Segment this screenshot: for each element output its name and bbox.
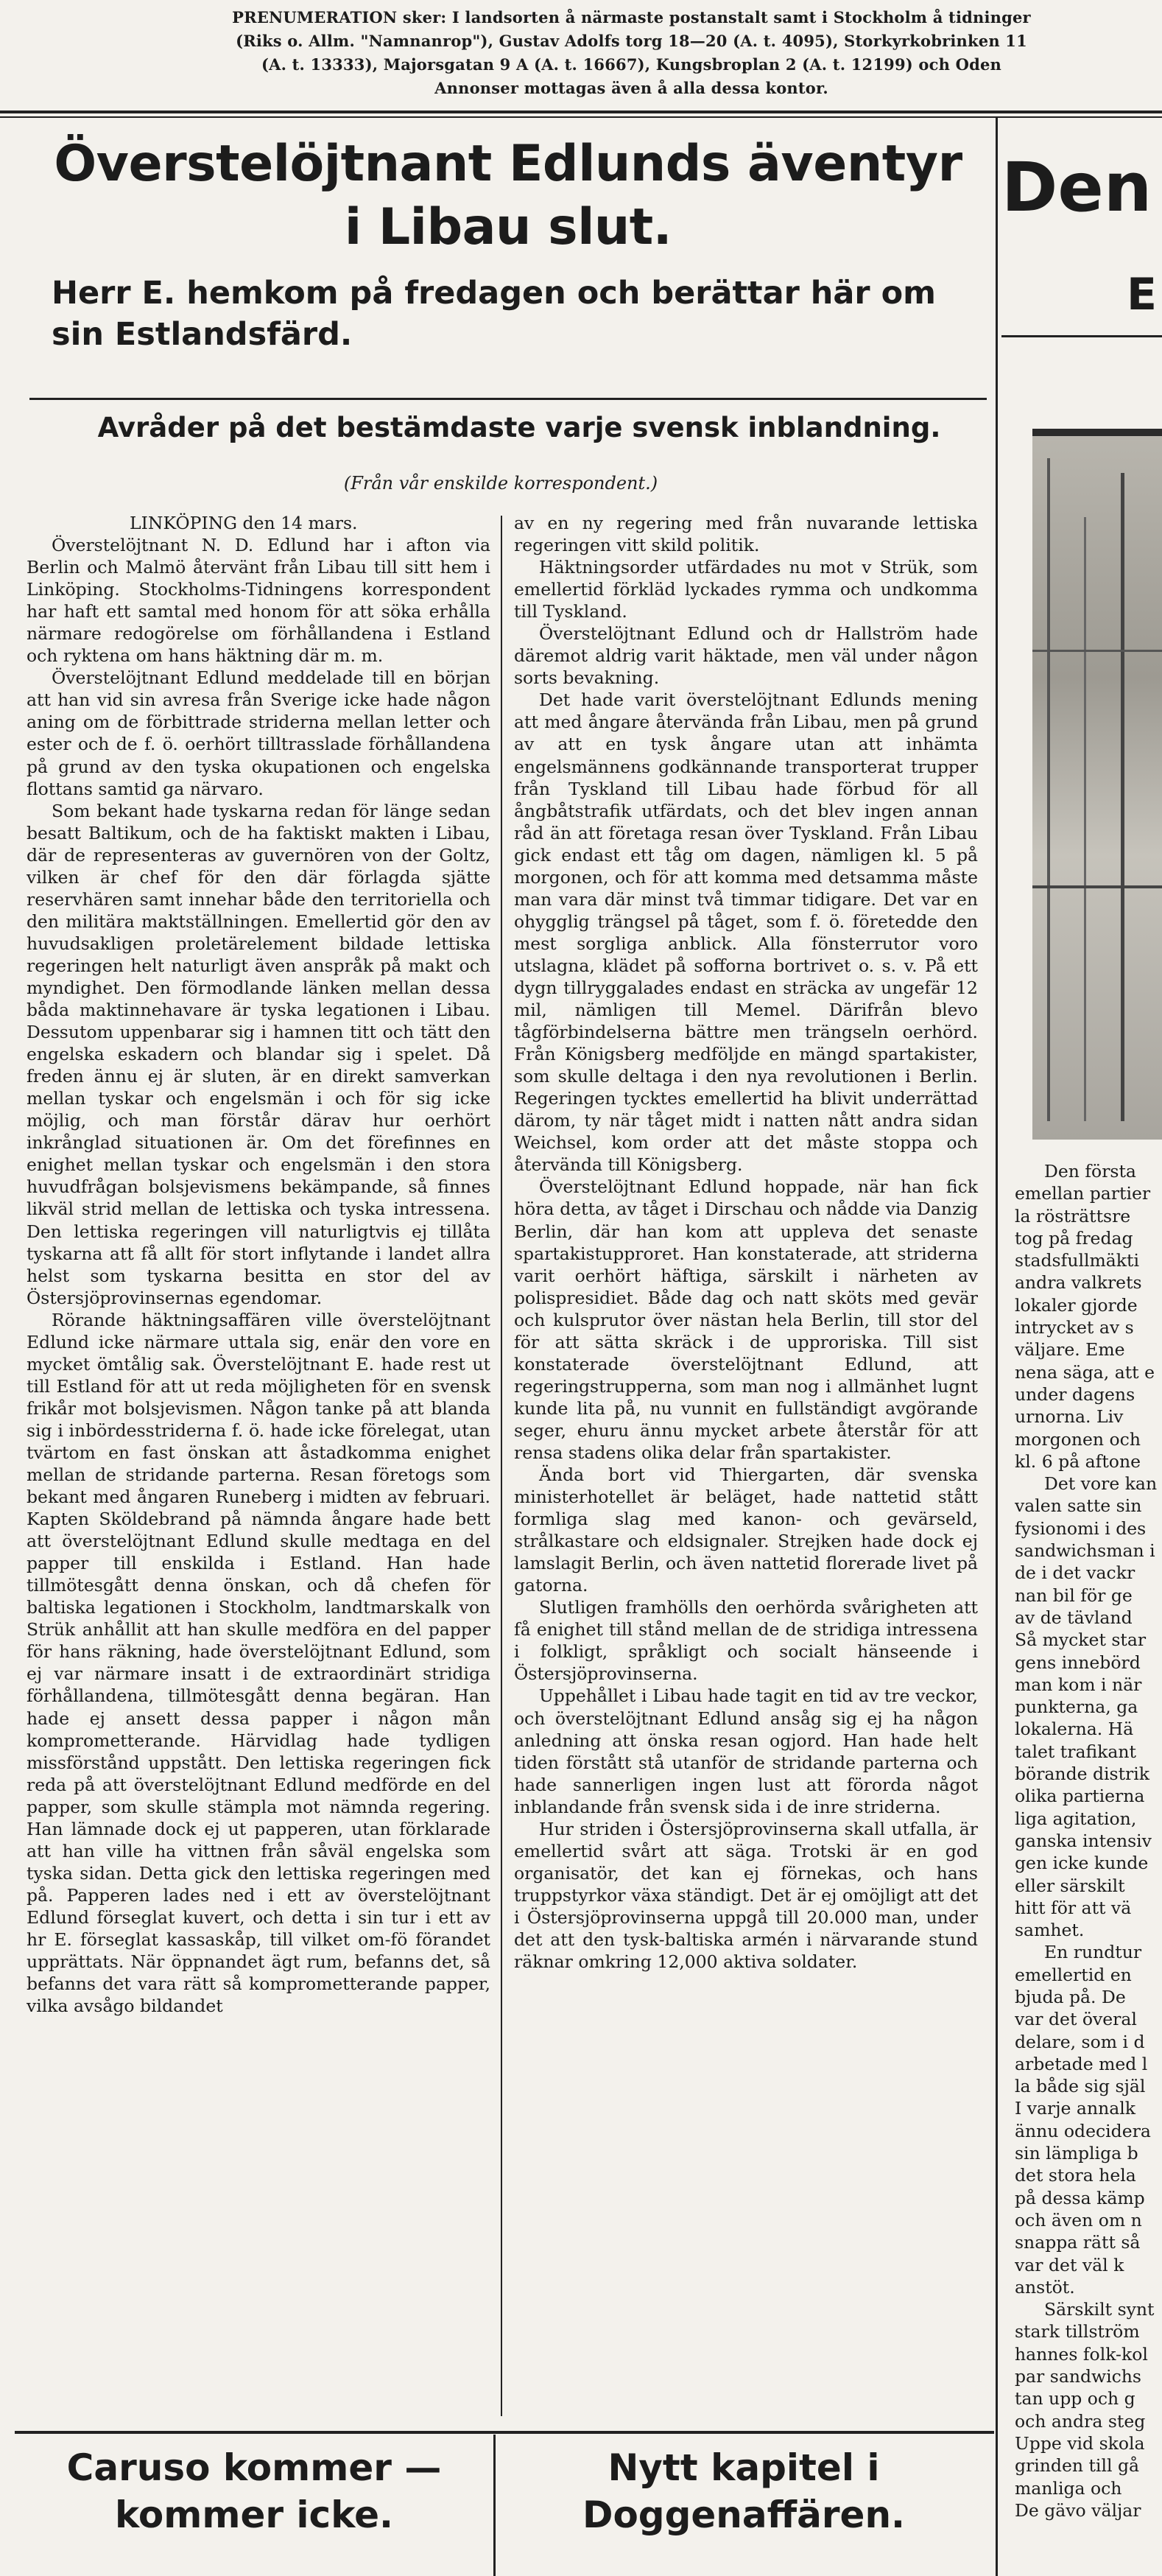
right-column-line: valen satte sin bbox=[1015, 1495, 1142, 1517]
paragraph: Överstelöjtnant Edlund hoppade, när han fick höra detta, av tåget i Dirschau och nådde via Danzig Berlin, där han kom att uppleva det senaste spartakistupproret. Han konstaterade, att striderna varit oerhört häftiga, särskilt i närheten av polispresidiet. Både dag och natt sköts med gevär och kulsprutor över nästan hela Berlin, till stor del för att sätta skräck i de upproriska. Till sist konstaterade överstelöjtnant Edlund, att regeringstrupperna, som man nog i allmänhet lugnt kunde lita på, nu vunnit en fullständigt avgörande seger, ehuru ännu mycket arbete återstår för att rensa stadens olika delar från spartakister. bbox=[514, 1176, 978, 1463]
bottom-headline-left: Caruso kommer — kommer icke. bbox=[66, 2446, 442, 2536]
right-headline: Den bbox=[1001, 148, 1152, 227]
masthead-rule bbox=[0, 110, 1162, 113]
right-article-column bbox=[1015, 1160, 1162, 2521]
column-divider-middle bbox=[501, 516, 502, 2416]
right-column-line: hannes folk-kol bbox=[1015, 2343, 1148, 2365]
right-column-line: väljare. Eme bbox=[1015, 1339, 1125, 1361]
news-photo bbox=[1032, 429, 1162, 1140]
right-column-line: hitt för att vä bbox=[1015, 1897, 1132, 1918]
bottom-divider bbox=[15, 2431, 994, 2434]
article-subheadline: Herr E. hemkom på fredagen och berättar här om sin Estlandsfärd. bbox=[52, 275, 936, 353]
right-column-line: liga agitation, bbox=[1015, 1808, 1137, 1829]
paragraph: Det hade varit överstelöjtnant Edlunds mening att med ångare återvända från Libau, men på grund av att en tysk ångare utan att inhämta engelsmännens godkännande transporterat trupper från Tyskland till Libau hade förbud för all ångbåtstrafik utfärdats, och det blev ingen annan råd än att företaga resan över Tyskland. Från Libau gick endast ett tåg om dagen, nämligen kl. 5 på morgonen, och för att komma med detsamma måste man vara där minst två timmar tidigare. Det var en ohygglig trängsel på tåget, som f. ö. företedde den mest sorgliga anblick. Alla fönsterrutor voro utslagna, klädet på sofforna bortrivet o. s. v. På ett dygn tillryggalades endast en sträcka av ungefär 12 mil, nämligen till Memel. Därifrån blevo tågförbindelserna bättre men trängseln oerhörd. Från Königsberg medföljde en mängd spartakister, som skulle deltaga i den nya revolutionen i Berlin. Regeringen tycktes emellertid ha blivit underrättad därom, ty när tåget midt i natten nått andra sidan Weichsel, kom order att det måste stoppa och återvända till Königsberg. bbox=[514, 689, 978, 1176]
paragraph: Som bekant hade tyskarna redan för länge sedan besatt Baltikum, och de ha faktiskt makten i Libau, där de representeras av guvernören von der Goltz, vilken är chef för den där förlagda sjätte reservhären samt innehar både den territoriella och den militära maktställningen. Emellertid gör den av huvudsakligen proletärelement bildade lettiska regeringen helt naturligt även anspråk på makt och myndighet. Den förmodlande länken mellan dessa båda maktinnehavare är tyska legationen i Libau. Dessutom uppenbarar sig i hamnen titt och tätt den engelska eskadern och blandar sig i spelet. Då freden ännu ej är sluten, är en direkt samverkan mellan tyskar och engelsmän i och för sig icke möjlig, och man förstår därav hur oerhört inkrånglad situationen är. Om det förefinnes en enighet mellan tyskar och engelsmän i den stora huvudfrågan bolsjevismens bekämpande, så finnes likväl strid mellan de lettiska och tyska intressena. Den lettiska regeringen vill naturligtvis ej tillåta tyskarna att få allt för stort inflytande i landet allra helst som tyskarna besitta en stor del av Östersjöprovinsernas egendomar. bbox=[27, 800, 490, 1308]
right-column-line: kl. 6 på aftone bbox=[1015, 1450, 1141, 1472]
headline-line-1: Överstelöjtnant Edlunds äventyr bbox=[54, 135, 962, 193]
paragraph: Häktningsorder utfärdades nu mot v Strük, som emellertid förkläd lyckades rymma och undkomma till Tyskland. bbox=[514, 557, 978, 622]
paragraph: Hur striden i Östersjöprovinserna skall utfalla, är emellertid svårt att säga. Trotski är en god organisatör, det kan ej förnekas, och hans truppstyrkor växa ständigt. Det är ej omöjligt att det i Östersjöprovinserna uppgå till 20.000 man, under det att den tysk-baltiska armén i närvarande stund räknar omkring 12,000 aktiva soldater. bbox=[514, 1818, 978, 1973]
headline-divider bbox=[29, 398, 987, 400]
right-column-line: nena säga, att e bbox=[1015, 1361, 1155, 1383]
masthead-rule-thin bbox=[0, 116, 1162, 118]
column-divider-right bbox=[996, 118, 998, 2576]
right-column-line: grinden till gå bbox=[1015, 2455, 1139, 2477]
paragraph: Uppehållet i Libau hade tagit en tid av tre veckor, och överstelöjtnant Edlund ansåg sig ej ha någon anledning att önska resan ogjord. Han hade helt tiden förstått stå utanför de stridande parterna och hade sannerligen ingen lust att förorda något inblandande från svensk sida i de inre striderna. bbox=[514, 1685, 978, 1817]
right-column-line: sin lämpliga b bbox=[1015, 2143, 1138, 2164]
right-column-line: tog på fredag bbox=[1015, 1227, 1133, 1249]
right-column-line: gen icke kunde bbox=[1015, 1853, 1149, 1874]
right-column-line: Särskilt synt bbox=[1044, 2299, 1155, 2320]
right-column-line: av de tävland bbox=[1015, 1607, 1133, 1628]
right-column-line: anstöt. bbox=[1015, 2276, 1075, 2298]
right-column-line: par sandwichs bbox=[1015, 2366, 1141, 2387]
paragraph: Överstelöjtnant Edlund meddelade till en början att han vid sin avresa från Sverige icke hade någon aning om de förbittrade striderna mellan letter och ester och de f. ö. oerhört tilltrasslade förhållandena på grund av den tyska okupationen och engelska flottans samtid ga närvaro. bbox=[27, 667, 490, 799]
right-column-line: punkterna, ga bbox=[1015, 1696, 1138, 1718]
right-column-line: eller särskilt bbox=[1015, 1875, 1125, 1896]
right-column-line: emellertid en bbox=[1015, 1964, 1132, 1985]
masthead bbox=[110, 6, 1152, 100]
right-column-line: lokalerna. Hä bbox=[1015, 1719, 1134, 1740]
right-column-line: la rösträttsre bbox=[1015, 1205, 1131, 1226]
right-column-line: olika partierna bbox=[1015, 1786, 1145, 1807]
paragraph: Rörande häktningsaffären ville överstelöjtnant Edlund icke närmare uttala sig, enär den vore en mycket ömtålig sak. Överstelöjtnant E. hade rest ut till Estland för att ut reda möjligheten för en svensk frikår mot bolsjevismen. Någon tanke på att blanda sig i inbördesstriderna f. ö. hade icke förelegat, utan tvärtom en fast önskan att åstadkomma enighet mellan de stridande parterna. Resan företogs som bekant med ångaren Runeberg i midten av februari. Kapten Sköldebrand på nämnda ångare hade bett att överstelöjtnant Edlund skulle medtaga en del papper till enskilda i Estland. Han hade tillmötesgått denna önskan, och då chefen för baltiska legationen i Stockholm, landtmarskalk von Strük anhållit att han skulle medföra en del papper för hans räkning, hade överstelöjtnant Edlund, som ej var närmare insatt i de extraordinärt stridiga förhållandena, tillmötesgått denna begäran. Han hade ej ansett dessa papper i någon mån komprometterande. Härvidlag hade tydligen missförstånd uppstått. Den lettiska regeringen fick reda på att överstelöjtnant Edlund medförde en del papper, som skulle stämpla mot nämnda regering. Han lämnade dock ej ut papperen, utan förklarade att han ville ha vittnen från såväl engelska som tyska sidan. Detta gick den lettiska regeringen med på. Papperen lades ned i ett av överstelöjtnant Edlund förseglat kuvert, och detta i sin tur i ett av hr E. förseglat kassaskåp, till vilket om-fö förandet upprättats. När öppnandet ägt rum, befanns det, så befanns det vara rätt så komprometterande papper, vilka avsågo bildandet bbox=[27, 1309, 490, 2017]
right-column-line: var det väl k bbox=[1015, 2254, 1124, 2275]
article-byline: (Från vår enskilde korrespondent.) bbox=[343, 473, 658, 494]
right-column-line: under dagens bbox=[1015, 1383, 1135, 1405]
right-column-line: delare, som i d bbox=[1015, 2031, 1145, 2052]
right-column-line: börande distrik bbox=[1015, 1763, 1150, 1785]
article-headline bbox=[29, 133, 987, 259]
right-column-line: och även om n bbox=[1015, 2209, 1142, 2231]
right-column-line: ganska intensiv bbox=[1015, 1830, 1152, 1851]
paragraph: Överstelöjtnant Edlund och dr Hallström hade däremot aldrig varit häktade, men väl under någon sorts bevakning. bbox=[514, 623, 978, 689]
paragraph: Slutligen framhölls den oerhörda svårigheten att få enighet till stånd mellan de de stridiga intressena i folkligt, språkligt och socialt hänseende i Östersjöprovinserna. bbox=[514, 1597, 978, 1685]
right-column-line: gens innebörd bbox=[1015, 1652, 1141, 1673]
right-column-line: morgonen och bbox=[1015, 1428, 1141, 1450]
right-subheadline: E bbox=[1127, 269, 1157, 320]
right-column-line: det stora hela bbox=[1015, 2165, 1136, 2186]
right-column-line: andra valkrets bbox=[1015, 1272, 1142, 1294]
paragraph: av en ny regering med från nuvarande lettiska regeringen vitt skild politik. bbox=[514, 513, 978, 556]
right-column-line: och andra steg bbox=[1015, 2410, 1146, 2432]
right-column-line: stark tillström bbox=[1015, 2321, 1140, 2342]
paragraph: LINKÖPING den 14 mars. bbox=[130, 513, 358, 533]
bottom-headline-right: Nytt kapitel i Doggenaffären. bbox=[582, 2446, 906, 2536]
right-column-line: Uppe vid skola bbox=[1015, 2432, 1145, 2454]
right-column-line: tan upp och g bbox=[1015, 2388, 1135, 2410]
right-column-line: la både sig själ bbox=[1015, 2076, 1146, 2097]
right-column-line: lokaler gjorde bbox=[1015, 1294, 1138, 1316]
headline-line-2: i Libau slut. bbox=[344, 198, 672, 256]
right-column-line: Det vore kan bbox=[1044, 1473, 1158, 1495]
masthead-line-2: (Riks o. Allm. "Namnanrop"), Gustav Adolfs torg 18—20 (A. t. 4095), Storkyrkobrinken 11 bbox=[236, 32, 1027, 50]
article-column-middle bbox=[514, 512, 978, 1973]
article-deck: Avråder på det bestämdaste varje svensk inblandning. bbox=[97, 412, 941, 443]
masthead-line-1: PRENUMERATION sker: I landsorten å närmaste postanstalt samt i Stockholm å tidninger bbox=[232, 8, 1031, 27]
bottom-column-divider bbox=[493, 2435, 496, 2576]
right-column-line: manliga och bbox=[1015, 2477, 1122, 2499]
right-column-line: samhet. bbox=[1015, 1920, 1085, 1941]
article-column-left bbox=[27, 512, 490, 2017]
right-column-line: intrycket av s bbox=[1015, 1317, 1134, 1338]
right-column-line: De gävo väljar bbox=[1015, 2499, 1141, 2521]
right-column-line: urnorna. Liv bbox=[1015, 1406, 1124, 1428]
right-column-line: snappa rätt så bbox=[1015, 2232, 1141, 2253]
right-column-line: på dessa kämp bbox=[1015, 2187, 1145, 2208]
right-column-line: En rundtur bbox=[1044, 1942, 1142, 1963]
right-column-line: I varje annalk bbox=[1015, 2098, 1135, 2119]
right-headline-rule bbox=[1001, 335, 1162, 337]
right-column-line: sandwichsman i bbox=[1015, 1540, 1155, 1562]
right-column-line: Så mycket star bbox=[1015, 1629, 1147, 1651]
right-column-line: de i det vackr bbox=[1015, 1562, 1135, 1584]
right-column-line: man kom i när bbox=[1015, 1674, 1142, 1695]
right-column-line: Den första bbox=[1044, 1161, 1136, 1182]
masthead-line-4: Annonser mottagas även å alla dessa kontor. bbox=[434, 79, 828, 97]
right-column-line: nan bil för ge bbox=[1015, 1584, 1133, 1606]
right-column-line: bjuda på. De bbox=[1015, 1986, 1126, 2007]
right-column-line: stadsfullmäkti bbox=[1015, 1250, 1139, 1271]
right-column-line: arbetade med l bbox=[1015, 2053, 1148, 2074]
masthead-line-3: (A. t. 13333), Majorsgatan 9 A (A. t. 16667), Kungsbroplan 2 (A. t. 12199) och Oden bbox=[261, 55, 1002, 74]
right-column-line: fysionomi i des bbox=[1015, 1517, 1147, 1539]
right-column-line: talet trafikant bbox=[1015, 1741, 1136, 1762]
right-column-line: var det överal bbox=[1015, 2009, 1137, 2030]
right-column-line: emellan partier bbox=[1015, 1183, 1151, 1204]
paragraph: Överstelöjtnant N. D. Edlund har i afton via Berlin och Malmö återvänt från Libau till sitt hem i Linköping. Stockholms-Tidningens korrespondent har haft ett samtal med honom för att söka erhålla närmare redogörelse om förhållandena i Estland och ryktena om hans häktning där m. m. bbox=[27, 535, 490, 667]
paragraph: Ända bort vid Thiergarten, där svenska ministerhotellet är beläget, hade nattetid stått formliga slag med kanon- och gevärseld, strålkastare och eldsignaler. Strejken hade dock ej lamslagit Berlin, och även nattetid florerade livet på gatorna. bbox=[514, 1464, 978, 1596]
right-column-line: ännu odecidera bbox=[1015, 2120, 1151, 2141]
